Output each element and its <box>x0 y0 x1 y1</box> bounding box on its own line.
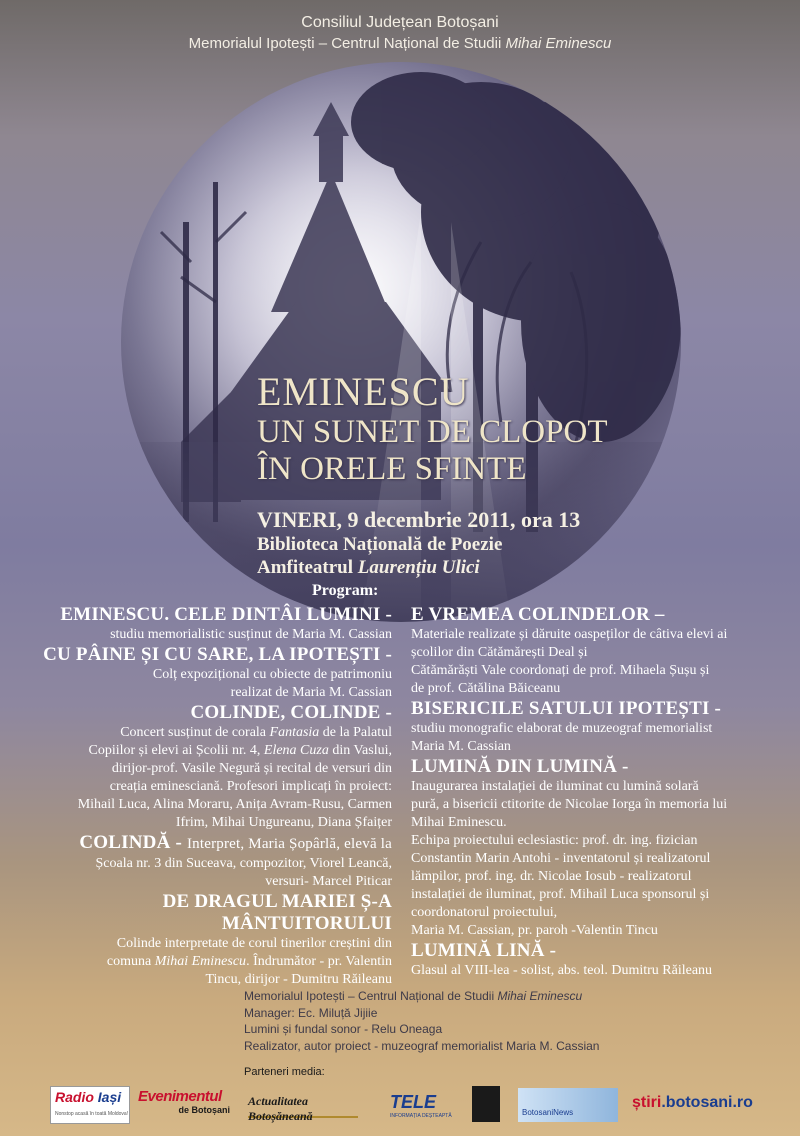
title-line-1: EMINESCU <box>257 369 470 414</box>
program-description: Materiale realizate și dăruite oaspeților de câtiva elevi ai <box>411 627 728 642</box>
title-line-2: UN SUNET DE CLOPOT <box>257 414 608 450</box>
program-heading: EMINESCU. CELE DINTÂI LUMINI - <box>60 604 392 625</box>
program-description: de prof. Cătălina Băiceanu <box>411 681 561 696</box>
program-description: studiu monografic elaborat de muzeograf memorialist <box>411 721 713 736</box>
program-description: Constantin Marin Antohi - inventatorul și realizatorul <box>411 851 711 866</box>
program-description: Colț expozițional cu obiecte de patrimoniu <box>152 667 392 682</box>
institution-italic: Mihai Eminescu <box>505 35 612 52</box>
organizer-line: Consiliul Județean Botoșani <box>301 14 499 31</box>
hall-name-italic: Laurențiu Ulici <box>357 557 480 578</box>
title-line-3: ÎN ORELE SFINTE <box>257 451 527 487</box>
program-heading: COLINDE, COLINDE - <box>190 702 392 723</box>
program-description: dirijor-prof. Vasile Negură și recital de versuri din <box>111 761 392 776</box>
program-description: Cătămărăști Vale coordonați de prof. Mihaela Șușu și <box>411 663 710 678</box>
program-description: școlilor din Cătămărești Deal și <box>411 645 588 660</box>
program-heading: E VREMEA COLINDELOR – <box>411 604 665 625</box>
program-description: lămpilor, prof. ing. dr. Nicolae Iosub - realizatorul <box>411 869 692 884</box>
credits <box>244 988 599 1054</box>
credits-line: Lumini și fundal sonor - Relu Oneaga <box>244 1022 443 1036</box>
credits-line: Realizator, autor proiect - muzeograf memorialist Maria M. Cassian <box>244 1038 600 1053</box>
program-heading: DE DRAGUL MARIEI Ș-A MÂNTUITORULUI <box>162 891 392 934</box>
program-description: Echipa proiectului eclesiastic: prof. dr. ing. fizician <box>411 833 698 848</box>
program-label: Program: <box>312 582 379 599</box>
actualitatea-logo[interactable]: Actualitatea Botoșăneană <box>248 1094 358 1118</box>
program-description: Maria M. Cassian <box>411 739 511 754</box>
program-heading: LUMINĂ LINĂ - <box>411 940 557 961</box>
event-hall <box>257 556 580 579</box>
institution-name: Memorialul Ipotești – Centrul Național de Studii <box>188 35 502 52</box>
program-heading: COLINDĂ - Interpret, Maria Șopârlă, elevă la <box>79 832 392 853</box>
program-description: Maria M. Cassian, pr. paroh -Valentin Tincu <box>411 923 658 938</box>
program-description: instalației de iluminat, prof. Mihail Luca sponsorul și <box>411 887 710 902</box>
program-description: Ifrim, Mihai Ungureanu, Diana Șfaițer <box>175 815 392 830</box>
evenimentul-logo[interactable]: Evenimentul de Botoșani <box>138 1088 230 1115</box>
program-description: realizat de Maria M. Cassian <box>230 685 392 700</box>
credits-line: Manager: Ec. Miluță Jijiie <box>244 1005 378 1020</box>
program-description: studiu memorialistic susținut de Maria M. Cassian <box>110 627 392 642</box>
program-description: versuri- Marcel Piticar <box>265 874 392 889</box>
radio-iasi-logo[interactable]: Radio Iași Nonstop acasă în toată Moldova! <box>50 1086 130 1124</box>
program-description: Concert susținut de corala Fantasia de la Palatul <box>120 725 392 740</box>
event-date: VINERI, 9 decembrie 2011, ora 13 <box>257 507 581 532</box>
program-description: Mihail Luca, Alina Moraru, Anița Avram-Rusu, Carmen <box>77 797 392 812</box>
program-left-column <box>20 604 392 989</box>
botosani-tv-logo[interactable] <box>472 1086 500 1122</box>
hall-name: Amfiteatrul <box>257 557 354 578</box>
program-right-column <box>411 604 791 980</box>
event-venue: Biblioteca Națională de Poezie <box>257 534 503 555</box>
main-title <box>257 370 607 488</box>
event-info <box>257 507 580 579</box>
institution-line <box>0 34 800 54</box>
partners-label: Parteneri media: <box>244 1066 325 1078</box>
program-description: Mihai Eminescu. <box>411 815 507 830</box>
program-heading: LUMINĂ DIN LUMINĂ - <box>411 756 629 777</box>
program-description: Glasul al VIII-lea - solist, abs. teol. Dumitru Răileanu <box>411 963 713 978</box>
program-heading: BISERICILE SATULUI IPOTEȘTI - <box>411 698 722 719</box>
header <box>0 12 800 54</box>
program-description: coordonatorul proiectului, <box>411 905 558 920</box>
program-description: Colinde interpretate de corul tinerilor creștini din <box>116 936 392 951</box>
program-description: Școala nr. 3 din Suceava, compozitor, Viorel Leancă, <box>95 856 392 871</box>
program-description: creația eminesciană. Profesori implicați în proiect: <box>109 779 392 794</box>
botosani-news-logo[interactable]: BotosaniNews <box>518 1088 618 1122</box>
program-heading: CU PÂINE ȘI CU SARE, LA IPOTEȘTI - <box>43 644 392 665</box>
program-description: Tincu, dirijor - Dumitru Răileanu <box>205 972 392 987</box>
credits-line: Memorialul Ipotești – Centrul Național de Studii Mihai Eminescu <box>244 989 583 1003</box>
program-description: comuna Mihai Eminescu. Îndrumător - pr. Valentin <box>106 954 392 969</box>
program-description: pură, a bisericii ctitorite de Nicolae Iorga în memoria lui <box>411 797 728 812</box>
stiri-botosani-logo[interactable]: știri.botosani.ro <box>632 1094 753 1111</box>
media-partner-logos <box>0 1080 800 1136</box>
tele-m-logo[interactable]: TELE INFORMAȚIA DEȘTEAPTĂ <box>390 1092 452 1119</box>
program-description: Copiilor și elevi ai Școlii nr. 4, Elena Cuza din Vaslui, <box>88 743 392 758</box>
program-description: Inaugurarea instalației de iluminat cu lumină solară <box>411 779 699 794</box>
